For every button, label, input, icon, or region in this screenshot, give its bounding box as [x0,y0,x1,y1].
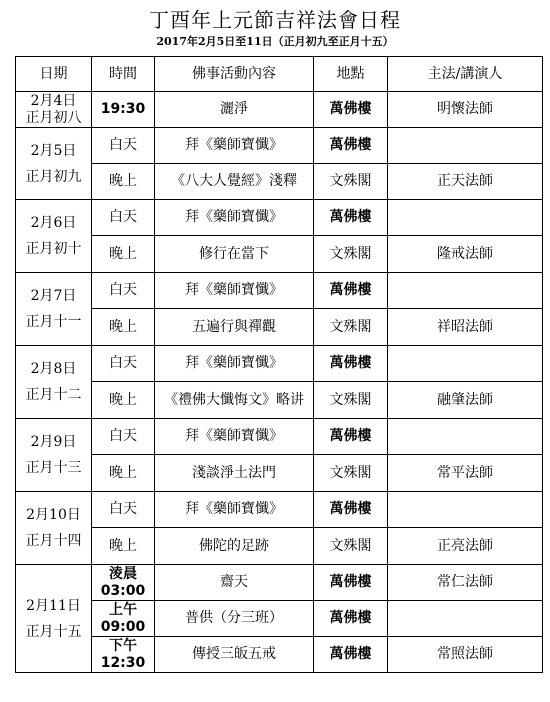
host-cell [388,492,543,528]
location-cell: 萬佛樓 [314,92,388,128]
host-cell [388,273,543,309]
activity-cell: 淺談淨土法門 [155,455,314,492]
time-label: 淩晨 [109,565,137,582]
date-text: 2月9日 [30,434,77,450]
activity-cell: 修行在當下 [155,236,314,273]
location-cell: 文殊閣 [314,309,388,346]
lunar-date-text: 正月十二 [25,387,82,403]
time-cell [92,601,155,637]
host-cell: 常平法師 [388,455,543,492]
location-cell: 文殊閣 [314,164,388,200]
time-value: 03:00 [100,582,146,599]
activity-cell: 拜《藥師寶懺》 [155,492,314,528]
host-cell: 常照法師 [388,637,543,673]
table-row [16,419,543,455]
time-cell: 白天 [92,273,155,309]
activity-cell: 《禮佛大懺悔文》略讲 [155,382,314,419]
location-cell: 萬佛樓 [314,128,388,164]
activity-cell: 傳授三皈五戒 [155,637,314,673]
activity-cell: 拜《藥師寶懺》 [155,273,314,309]
time-cell: 晚上 [92,528,155,565]
date-cell [16,346,92,419]
time-cell: 晚上 [92,382,155,419]
host-cell [388,200,543,236]
table-row [16,382,543,419]
date-cell [16,419,92,492]
location-cell: 萬佛樓 [314,273,388,309]
page-subtitle: 2017年2月5日至11日（正月初九至正月十五） [156,35,394,48]
time-label: 上午 [109,601,137,618]
lunar-date-text: 正月十三 [25,460,82,476]
table-row [16,128,543,164]
header-time: 時間 [92,57,155,92]
location-cell: 萬佛樓 [314,200,388,236]
activity-cell: 齋天 [155,565,314,601]
schedule-table [15,56,543,673]
time-label: 下午 [109,637,137,654]
date-cell [16,273,92,346]
time-cell: 白天 [92,492,155,528]
location-cell: 萬佛樓 [314,419,388,455]
time-cell: 晚上 [92,455,155,492]
activity-cell: 灑淨 [155,92,314,128]
table-row [16,601,543,637]
location-cell: 萬佛樓 [314,492,388,528]
host-cell: 正天法師 [388,164,543,200]
date-text: 2月5日 [30,142,77,159]
host-cell: 隆戒法師 [388,236,543,273]
time-value: 09:00 [100,618,146,635]
date-text: 2月6日 [30,215,77,231]
table-row [16,236,543,273]
host-cell: 明懷法師 [388,92,543,128]
table-row [16,492,543,528]
table-row [16,309,543,346]
activity-cell: 拜《藥師寶懺》 [155,200,314,236]
time-cell [92,565,155,601]
date-cell [16,492,92,565]
time-cell: 白天 [92,419,155,455]
time-cell: 白天 [92,200,155,236]
header-host: 主法/講演人 [388,57,543,92]
header-date: 日期 [16,57,92,92]
time-cell [92,637,155,673]
date-text: 2月8日 [30,361,77,377]
host-cell [388,419,543,455]
location-cell: 萬佛樓 [314,565,388,601]
time-cell: 晚上 [92,164,155,200]
header-location: 地點 [314,57,388,92]
date-text: 2月7日 [30,288,77,304]
activity-cell: 拜《藥師寶懺》 [155,419,314,455]
activity-cell: 普供（分三班） [155,601,314,637]
date-text: 2月10日 [26,507,81,523]
host-cell [388,128,543,164]
date-cell [16,92,92,128]
table-row [16,273,543,309]
activity-cell: 《八大人覺經》淺釋 [155,164,314,200]
lunar-date-text: 正月初八 [25,109,82,126]
date-cell [16,128,92,200]
date-text: 2月4日 [30,92,77,109]
host-cell: 融肇法師 [388,382,543,419]
table-row [16,346,543,382]
lunar-date-text: 正月十五 [25,623,82,640]
host-cell: 常仁法師 [388,565,543,601]
table-row [16,565,543,601]
location-cell: 萬佛樓 [314,601,388,637]
activity-cell: 五遍行與禪觀 [155,309,314,346]
location-cell: 萬佛樓 [314,637,388,673]
header-row [16,57,543,92]
table-row [16,455,543,492]
table-row [16,164,543,200]
lunar-date-text: 正月初十 [25,241,82,257]
page-title: 丁酉年上元節吉祥法會日程 [149,8,401,32]
host-cell: 正亮法師 [388,528,543,565]
activity-cell: 佛陀的足跡 [155,528,314,565]
lunar-date-text: 正月十四 [25,533,82,549]
location-cell: 萬佛樓 [314,346,388,382]
date-text: 2月11日 [26,597,81,614]
table-row [16,92,543,128]
time-value: 12:30 [100,654,146,671]
lunar-date-text: 正月十一 [25,314,82,330]
location-cell: 文殊閣 [314,382,388,419]
host-cell [388,346,543,382]
header-activity: 佛事活動內容 [155,57,314,92]
location-cell: 文殊閣 [314,236,388,273]
table-row [16,528,543,565]
lunar-date-text: 正月初九 [25,168,82,185]
time-cell: 晚上 [92,236,155,273]
location-cell: 文殊閣 [314,455,388,492]
time-cell: 19:30 [92,92,155,128]
time-cell: 白天 [92,128,155,164]
date-cell [16,565,92,673]
table-row [16,637,543,673]
host-cell: 祥昭法師 [388,309,543,346]
table-row [16,200,543,236]
host-cell [388,601,543,637]
activity-cell: 拜《藥師寶懺》 [155,128,314,164]
time-cell: 晚上 [92,309,155,346]
time-cell: 白天 [92,346,155,382]
date-cell [16,200,92,273]
activity-cell: 拜《藥師寶懺》 [155,346,314,382]
location-cell: 文殊閣 [314,528,388,565]
